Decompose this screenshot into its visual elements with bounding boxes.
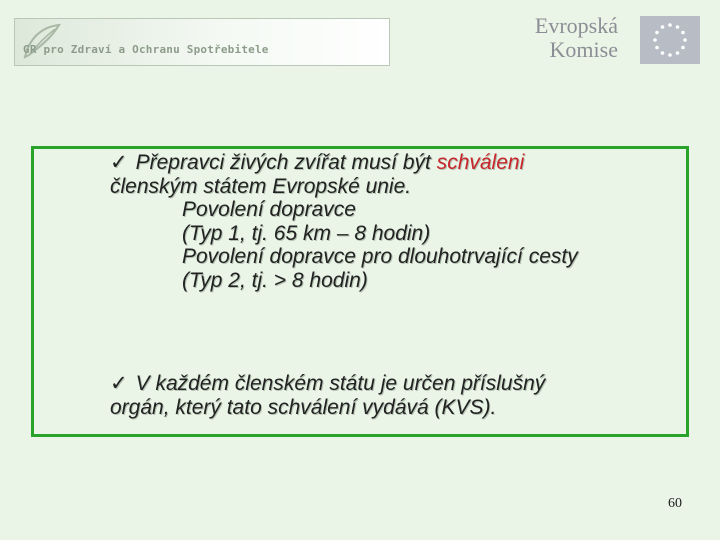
item2-line1 bbox=[77, 372, 677, 396]
sub-line-1: Povolení dopravce bbox=[182, 198, 356, 221]
sub-line-3: Povolení dopravce pro dlouhotrvající cesty bbox=[182, 245, 578, 268]
highlight-text: schváleni bbox=[436, 151, 525, 174]
checkmark-icon: ✓ bbox=[110, 372, 128, 395]
header-banner bbox=[14, 18, 390, 66]
banner-text: GR pro Zdraví a Ochranu Spotřebitele bbox=[23, 43, 269, 56]
logo-text bbox=[532, 14, 618, 62]
logo-line2: Komise bbox=[549, 37, 618, 62]
eu-flag-icon bbox=[640, 16, 700, 64]
sub-line-4: (Typ 2, tj. > 8 hodin) bbox=[182, 268, 368, 292]
sub-line-2: (Typ 1, tj. 65 km – 8 hodin) bbox=[182, 221, 431, 245]
bullet-item-1 bbox=[77, 151, 677, 292]
checkmark-icon: ✓ bbox=[110, 151, 128, 174]
item2-line2: orgán, který tato schválení vydává (KVS). bbox=[110, 395, 497, 419]
european-commission-logo bbox=[532, 12, 704, 68]
item2-line1-text: V každém členském státu je určen příslušný bbox=[135, 372, 546, 395]
bullet-item-2 bbox=[77, 372, 677, 419]
page-number: 60 bbox=[668, 496, 682, 511]
item1-line1-text: Přepravci živých zvířat musí být bbox=[135, 151, 437, 174]
item1-line1 bbox=[77, 151, 677, 175]
item1-line2: členským státem Evropské unie. bbox=[110, 174, 412, 198]
logo-line1: Evropská bbox=[534, 13, 618, 38]
